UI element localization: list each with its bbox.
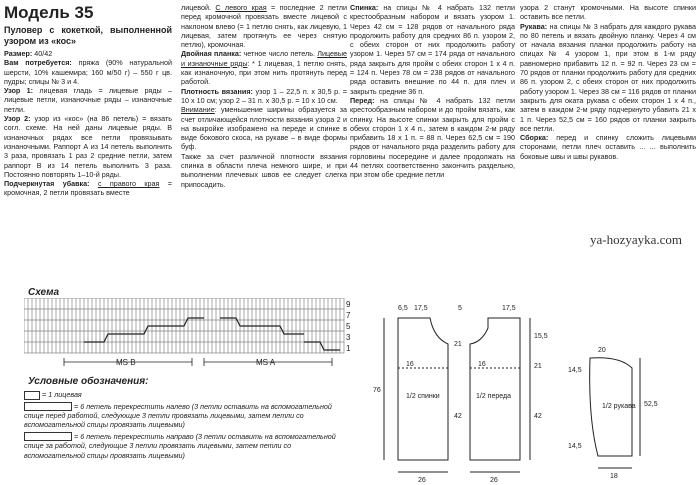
dim-inner-16-front: 16 [478, 361, 486, 368]
cross-right-symbol [24, 432, 72, 441]
paragraph-pattern-2: Узор 2: узор из «кос» (на 86 петель) = вязать согл. схеме. На ней даны лицевые ряды. В изнаночных рядах все петли провязывать изнаночными. Раппорт А из 14 петель выполнить 3 раза, провязать 1 раз 2 средние петли, затем раппорт В из 14 петель выполнить 3 раза. Постоянно повторять 1–10-й ряды. [4, 114, 172, 179]
paragraph-front-cont: узора 2 станут кромочными. На высоте спинки оставить все петли. [520, 3, 696, 22]
sleeve-dim-right: 52,5 [644, 401, 658, 408]
page-title: Модель 35 [4, 3, 94, 22]
dim-inner-16-back: 16 [406, 361, 414, 368]
dim-right-21: 21 [534, 363, 542, 370]
sleeve-dim-top: 20 [598, 347, 606, 354]
column-1 [4, 3, 172, 198]
row-number-1: 1 [346, 344, 351, 353]
paragraph-decrease-cont: лицевой. С левого края = последние 2 петли перед кромочной провязать вместе лицевой с наклоном влево (= 1 петлю снять, как лицевую, 1 лицевая, затем протянуть ее через снятую петлю), кромочная. [181, 3, 347, 50]
watermark: ya-hozyayka.com [590, 232, 683, 247]
paragraph-size: Размер: 40/42 [4, 49, 53, 58]
paragraph-materials: Вам потребуется: пряжа (90% натуральной шерсти, 10% кашемира; 160 м/50 г) – 550 г цв. пудры; спицы № 3 и 4. [4, 58, 172, 86]
cable-marker-6 [304, 342, 340, 350]
dim-left-42: 42 [454, 413, 462, 420]
dim-top-2: 17,5 [414, 305, 428, 312]
paragraph-pattern-1: Узор 1: лицевая гладь = лицевые ряды – лицевые петли, изнаночные ряды – изнаночные петли. [4, 86, 173, 114]
dim-left-76: 76 [373, 387, 381, 394]
ms-labels [116, 358, 276, 367]
legend-item-cross-right: = 6 петель перекрестить направо (3 петли оставить на вспомогательной спице за работой, следующие 3 петли провязать лицевыми, затем петли со вспомогательной спицы провязать лицевыми) [24, 431, 336, 460]
scheme-title: Схема [28, 287, 60, 298]
back-label: 1/2 спинки [406, 393, 440, 400]
paragraph-back: Спинка: на спицы № 4 набрать 132 петли крестообразным набором и вязать узором 1. Через 42 см = 128 рядов от начального ряда продолжить работу для средних 86 п. узором 2, с обеих сторон от них продолжить работу узором 1. Через 57 см = 174 ряда от начального ряда закрыть для пройм с обеих сторон 1 х 4 п. = 124 п. Через 78 см = 238 рядов от начального ряда оставить внешние по 44 п. для плеч и закрыть средние 36 п. [350, 3, 515, 96]
legend-item-knit: = 1 лицевая [24, 390, 344, 400]
dim-top-3: 5 [458, 305, 462, 312]
paragraph-note: Также за счет различной плотности вязания спинка в области плеча немного шире, и при выполнении плечевых швов ее следует слегка припосадить. [181, 151, 347, 189]
cable-marker-4 [260, 326, 304, 334]
ms-a-label: MS A [256, 358, 276, 367]
sleeve-dim-bottom: 18 [610, 473, 618, 480]
dim-bottom-front: 26 [490, 477, 498, 483]
dim-top-4: 17,5 [502, 305, 516, 312]
legend-item-cross-left: = 6 петель перекрестить налево (3 петли оставить на вспомогательной спице перед работой, следующие 3 петли провязать лицевыми, затем петли со вспомогательной спицы провязать лицевыми) [24, 401, 332, 430]
paragraph-attention: Внимание: уменьшение ширины образуется за счет отличающейся плотности вязания узора 2 и на выкройке изображено на переде и спинке в виде бокового скоса, на рукаве – в виде формы буф. [181, 105, 347, 152]
legend-title: Условные обозначения: [28, 376, 149, 387]
row-number-5: 5 [346, 322, 351, 331]
paragraph-sleeves: Рукава: на спицы № 3 набрать для каждого рукава по 80 петель и вязать двойную планку. Через 4 см от начала вязания планки продолжить работу на спицах № 4 узором 1, при этом в 1-м ряду равномерно прибавить 12 п. = 92 п. Через 23 см = 70 рядов от планки продолжить работу для средних 86 п. узором 2, с обеих сторон от них продолжить работу узором 1. Через 38 см = 116 рядов от планки закрыть для оката рукава с обеих сторон 1 х 4 п., затем в каждом 2-м ряду подчеркнуто убавить 21 х 1 п. Через 52,5 см = 160 рядов от планки закрыть все петли. [520, 21, 696, 133]
cross-left-symbol [24, 402, 72, 411]
row-number-3: 3 [346, 333, 351, 342]
sleeve-dim-left-1: 14,5 [568, 367, 582, 374]
sleeve-label: 1/2 рукава [602, 403, 636, 410]
paragraph-assembly: Сборка: перед и спинку сложить лицевыми сторонами, петли плеч оставить ... ... выполнить боковые швы и швы рукавов. [520, 133, 696, 161]
sleeve-dim-left-2: 14,5 [568, 443, 582, 450]
paragraph-double-band: Двойная планка: четное число петель. Лицевые и изнаночные ряды: * 1 лицевая, 1 петлю снять, как изнаночную, при этом нить протянуть перед работой. [181, 49, 347, 87]
front-label: 1/2 переда [476, 393, 511, 400]
pattern-schematic [370, 298, 698, 483]
ms-b-label: MS B [116, 358, 136, 367]
dim-right-155: 15,5 [534, 333, 548, 340]
paragraph-front: Перед: на спицы № 4 набрать 132 петли крестообразным набором и до пройм вязать, как спинку. На высоте спинки закрыть для пройм с обеих сторон 1 х 4 п., затем в каждом 2-м ряду прибавить 18 х 1 п. = 88 п. Через 62,5 см = 190 рядов от начального ряда разделить работу для горловины посередине и далее продолжать на 44 петлях соответственно закончить раздельно, при этом обе средние петли [350, 95, 515, 180]
dim-top-1: 6,5 [398, 305, 408, 312]
row-numbers [346, 300, 351, 353]
dim-left-21: 21 [454, 341, 462, 348]
paragraph-gauge: Плотность вязания: узор 1 – 22,5 п. х 30,5 р. = 10 х 10 см; узор 2 – 31 п. х 30,5 р. = 10 х 10 см. [181, 86, 347, 105]
dim-bottom-back: 26 [418, 477, 426, 483]
stitch-chart [24, 298, 356, 370]
model-subtitle: Пуловер с кокеткой, выполненной узором из «кос» [4, 25, 172, 46]
knit-symbol [24, 391, 40, 400]
front-piece [470, 318, 520, 460]
ms-brackets [64, 358, 332, 366]
back-piece [398, 318, 448, 460]
column-3 [350, 3, 515, 180]
legend [24, 390, 344, 460]
column-2 [181, 3, 347, 189]
row-number-7: 7 [346, 311, 351, 320]
dim-right-42: 42 [534, 413, 542, 420]
column-4 [520, 3, 696, 161]
paragraph-decrease: Подчеркнутая убавка: с правого края = кромочная, 2 петли провязать вместе [4, 179, 173, 198]
row-number-9: 9 [346, 300, 351, 309]
